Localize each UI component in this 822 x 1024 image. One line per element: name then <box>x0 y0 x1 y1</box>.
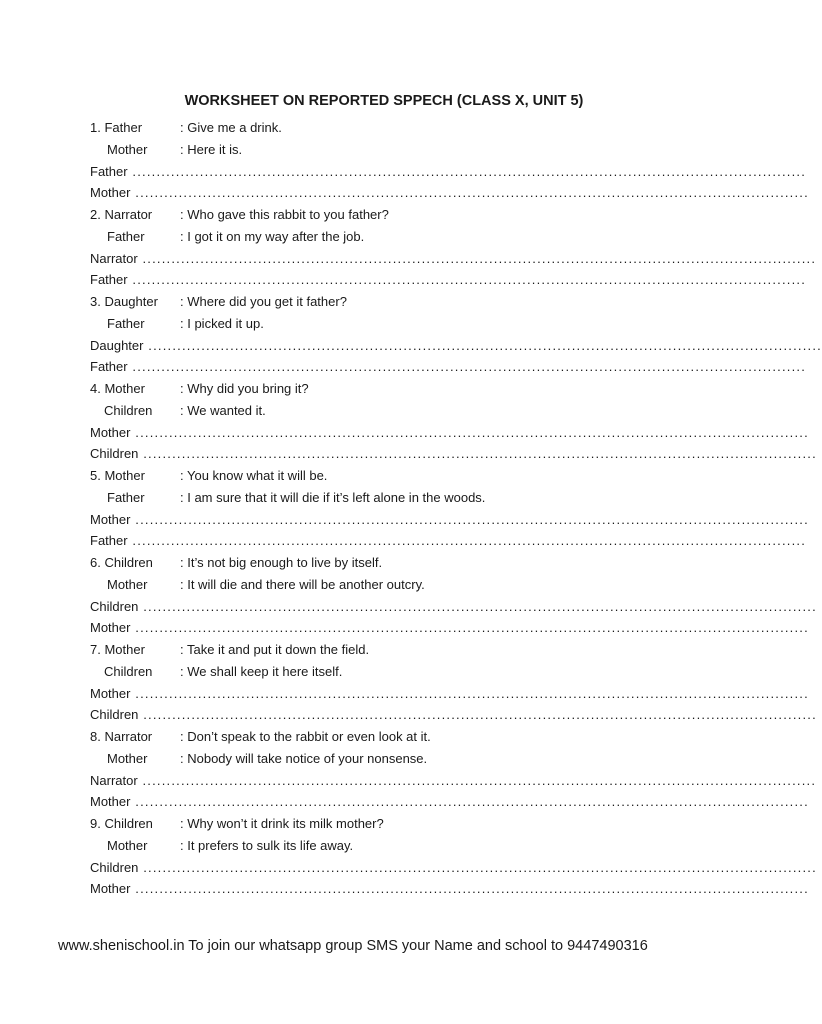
answer-speaker-label: Mother <box>90 794 131 810</box>
utterance-text: : Where did you get it father? <box>180 294 347 309</box>
dialogue-line <box>90 313 690 335</box>
speaker-label: 1. Father <box>90 120 143 135</box>
speaker-label: Mother <box>107 576 148 592</box>
dotted-blank: ............................................................................................................................................ <box>127 533 807 549</box>
dialogue-line <box>90 552 690 574</box>
dotted-blank: ............................................................................................................................................ <box>138 707 817 723</box>
dotted-blank: ............................................................................................................................................ <box>138 446 817 462</box>
answer-speaker-label: Father <box>90 359 128 375</box>
utterance-text: : Nobody will take notice of your nonsense. <box>180 750 428 766</box>
utterance-text: : Why did you bring it? <box>180 381 309 396</box>
answer-speaker-label: Narrator <box>90 772 138 788</box>
answer-speaker-label: Mother <box>90 511 131 527</box>
dialogue-line <box>90 748 690 770</box>
answer-line[interactable] <box>90 683 809 705</box>
utterance-text: : It’s not big enough to live by itself. <box>180 555 383 570</box>
dotted-blank: ............................................................................................................................................ <box>130 185 809 201</box>
exercise-item <box>90 204 817 291</box>
answer-speaker-label: Father <box>90 272 128 288</box>
speaker-label: Children <box>104 402 153 418</box>
utterance-text: : It will die and there will be another outcry. <box>180 576 425 592</box>
dialogue-line <box>90 400 690 422</box>
answer-speaker-label: Mother <box>90 424 131 440</box>
exercise-item <box>90 117 809 204</box>
exercise-item <box>90 291 822 378</box>
utterance-text: : Who gave this rabbit to you father? <box>180 207 389 222</box>
utterance-text: : We wanted it. <box>180 402 266 418</box>
answer-speaker-label: Children <box>90 598 139 614</box>
exercise-item <box>90 378 817 465</box>
dotted-blank: ............................................................................................................................................ <box>127 163 807 179</box>
answer-speaker-label: Narrator <box>90 250 138 266</box>
dotted-blank: ............................................................................................................................................ <box>127 272 807 288</box>
exercise-item <box>90 726 817 813</box>
answer-speaker-label: Mother <box>90 685 131 701</box>
dotted-blank: ............................................................................................................................................ <box>130 881 809 897</box>
utterance-text: : Give me a drink. <box>180 120 282 135</box>
utterance-text: : Take it and put it down the field. <box>180 642 370 657</box>
speaker-label: 5. Mother <box>90 468 145 483</box>
answer-line[interactable] <box>90 248 817 270</box>
speaker-label: 9. Children <box>90 816 153 831</box>
dotted-blank: ............................................................................................................................................ <box>138 598 817 614</box>
utterance-text: : You know what it will be. <box>180 468 328 483</box>
answer-speaker-label: Father <box>90 163 128 179</box>
answer-line[interactable] <box>90 770 817 792</box>
dialogue-line <box>90 291 690 313</box>
dialogue-line <box>90 639 690 661</box>
utterance-text: : I got it on my way after the job. <box>180 228 365 244</box>
answer-line[interactable] <box>90 704 817 726</box>
dialogue-line <box>90 487 690 509</box>
answer-line[interactable] <box>90 269 807 291</box>
answer-speaker-label: Mother <box>90 620 131 636</box>
answer-speaker-label: Children <box>90 859 139 875</box>
dotted-blank: ............................................................................................................................................ <box>130 511 809 527</box>
dialogue-line <box>90 835 690 857</box>
answer-line[interactable] <box>90 596 817 618</box>
speaker-label: 8. Narrator <box>90 729 153 744</box>
dotted-blank: ............................................................................................................................................ <box>137 250 817 266</box>
exercise-item <box>90 465 809 552</box>
dialogue-line <box>90 139 690 161</box>
answer-line[interactable] <box>90 182 809 204</box>
speaker-label: 4. Mother <box>90 381 145 396</box>
speaker-label: 6. Children <box>90 555 153 570</box>
speaker-label: 3. Daughter <box>90 294 158 309</box>
answer-speaker-label: Children <box>90 446 139 462</box>
answer-line[interactable] <box>90 443 817 465</box>
speaker-label: Mother <box>107 837 148 853</box>
answer-line[interactable] <box>90 530 807 552</box>
speaker-label: Mother <box>107 750 148 766</box>
page-title: WORKSHEET ON REPORTED SPPECH (CLASS X, UNIT 5) <box>184 93 584 109</box>
answer-speaker-label: Daughter <box>90 337 144 353</box>
answer-speaker-label: Mother <box>90 185 131 201</box>
dotted-blank: ............................................................................................................................................ <box>130 794 809 810</box>
speaker-label: 7. Mother <box>90 642 145 657</box>
dialogue-line <box>90 378 690 400</box>
answer-line[interactable] <box>90 356 807 378</box>
speaker-label: 2. Narrator <box>90 207 153 222</box>
speaker-label: Mother <box>107 141 148 157</box>
dotted-blank: ............................................................................................................................................ <box>130 424 809 440</box>
answer-line[interactable] <box>90 878 809 900</box>
utterance-text: : I picked it up. <box>180 315 264 331</box>
dialogue-line <box>90 204 690 226</box>
dotted-blank: ............................................................................................................................................ <box>138 859 817 875</box>
exercise-item <box>90 552 817 639</box>
footer-note: www.shenischool.in To join our whatsapp group SMS your Name and school to 9447490316 <box>58 938 648 954</box>
dialogue-line <box>90 574 690 596</box>
utterance-text: : I am sure that it will die if it’s left alone in the woods. <box>180 489 486 505</box>
utterance-text: : We shall keep it here itself. <box>180 663 343 679</box>
answer-line[interactable] <box>90 509 809 531</box>
exercise-item <box>90 813 817 900</box>
exercise-item <box>90 639 817 726</box>
speaker-label: Father <box>107 315 145 331</box>
answer-line[interactable] <box>90 617 809 639</box>
speaker-label: Children <box>104 663 153 679</box>
utterance-text: : Here it is. <box>180 141 243 157</box>
dialogue-line <box>90 726 690 748</box>
dialogue-line <box>90 226 690 248</box>
dotted-blank: ............................................................................................................................................ <box>127 359 807 375</box>
dotted-blank: ............................................................................................................................................ <box>137 772 817 788</box>
utterance-text: : Don’t speak to the rabbit or even look at it. <box>180 729 431 744</box>
dotted-blank: ............................................................................................................................................ <box>143 337 822 353</box>
utterance-text: : Why won’t it drink its milk mother? <box>180 816 384 831</box>
answer-speaker-label: Father <box>90 533 128 549</box>
answer-line[interactable] <box>90 161 807 183</box>
answer-speaker-label: Children <box>90 707 139 723</box>
dialogue-line <box>90 117 690 139</box>
exercise-list <box>90 117 822 900</box>
answer-line[interactable] <box>90 335 822 357</box>
speaker-label: Father <box>107 489 145 505</box>
dialogue-line <box>90 661 690 683</box>
answer-speaker-label: Mother <box>90 881 131 897</box>
dotted-blank: ............................................................................................................................................ <box>130 685 809 701</box>
utterance-text: : It prefers to sulk its life away. <box>180 837 354 853</box>
speaker-label: Father <box>107 228 145 244</box>
answer-line[interactable] <box>90 857 817 879</box>
answer-line[interactable] <box>90 422 809 444</box>
answer-line[interactable] <box>90 791 809 813</box>
dotted-blank: ............................................................................................................................................ <box>130 620 809 636</box>
dialogue-line <box>90 465 690 487</box>
dialogue-line <box>90 813 690 835</box>
